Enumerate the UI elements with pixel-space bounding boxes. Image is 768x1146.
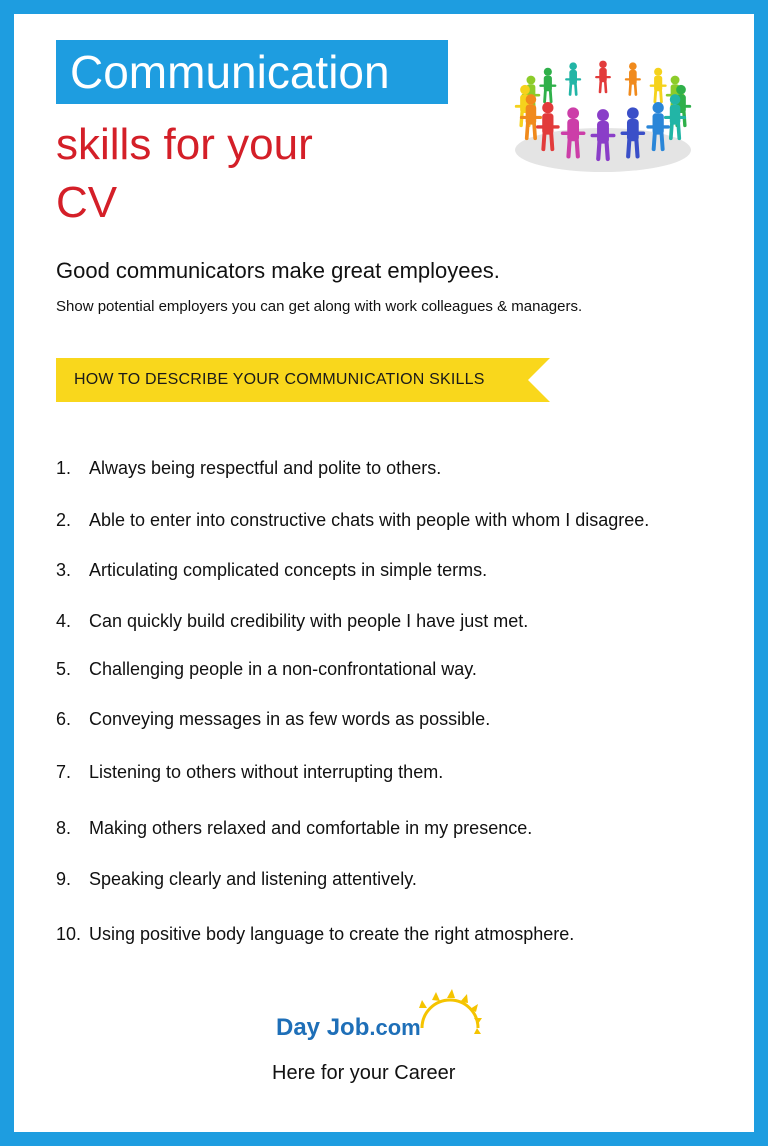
person-figure xyxy=(566,62,580,94)
page-title-line2: skills for your CV xyxy=(56,120,313,227)
logo-day: Day xyxy=(276,1014,321,1041)
list-item xyxy=(56,560,487,581)
logo-wordmark xyxy=(276,1014,421,1042)
list-item xyxy=(56,924,574,945)
list-item-text: Able to enter into constructive chats with people with whom I disagree. xyxy=(89,510,650,530)
sun-icon xyxy=(419,989,482,1034)
list-item xyxy=(56,611,528,632)
tagline: Good communicators make great employees. xyxy=(56,258,500,283)
people-circle-illustration xyxy=(503,40,703,180)
list-item-text: Making others relaxed and comfortable in my presence. xyxy=(89,818,533,838)
list-item-text: Speaking clearly and listening attentively. xyxy=(89,869,417,889)
list-item-number: 5. xyxy=(56,659,72,679)
list-item-number: 3. xyxy=(56,560,72,580)
list-item-text: Can quickly build credibility with people I have just met. xyxy=(89,611,529,631)
list-item xyxy=(56,818,532,839)
list-item-number: 7. xyxy=(56,762,72,782)
list-item-text: Conveying messages in as few words as possible. xyxy=(89,709,491,729)
list-item xyxy=(56,458,441,479)
list-item xyxy=(56,762,443,783)
logo-com: .com xyxy=(369,1015,421,1040)
logo-job: Job xyxy=(326,1014,370,1041)
section-banner-text: HOW TO DESCRIBE YOUR COMMUNICATION SKILLS xyxy=(74,371,485,388)
list-item-number: 4. xyxy=(56,611,72,631)
page-title-line1: Communication xyxy=(70,46,390,98)
person-figure xyxy=(626,62,640,94)
person-figure xyxy=(651,68,666,102)
list-item xyxy=(56,709,490,730)
list-item-number: 2. xyxy=(56,510,72,530)
list-item xyxy=(56,869,417,890)
list-item-text: Always being respectful and polite to others. xyxy=(89,458,442,478)
list-item-text: Challenging people in a non-confrontational way. xyxy=(89,659,477,679)
list-item-number: 10. xyxy=(56,924,82,944)
list-item-text: Articulating complicated concepts in simple terms. xyxy=(89,560,488,580)
subtagline: Show potential employers you can get along with work colleagues & managers. xyxy=(56,298,583,315)
list-item xyxy=(56,659,477,680)
list-item-text: Using positive body language to create the right atmosphere. xyxy=(89,924,575,944)
list-item-text: Listening to others without interrupting them. xyxy=(89,762,444,782)
list-item xyxy=(56,510,649,531)
list-item-number: 6. xyxy=(56,709,72,729)
list-item-number: 8. xyxy=(56,818,72,838)
person-figure xyxy=(596,61,610,92)
footer-tagline: Here for your Career xyxy=(272,1062,456,1084)
list-item-number: 9. xyxy=(56,869,72,889)
list-item-number: 1. xyxy=(56,458,72,478)
person-figure xyxy=(541,68,556,102)
